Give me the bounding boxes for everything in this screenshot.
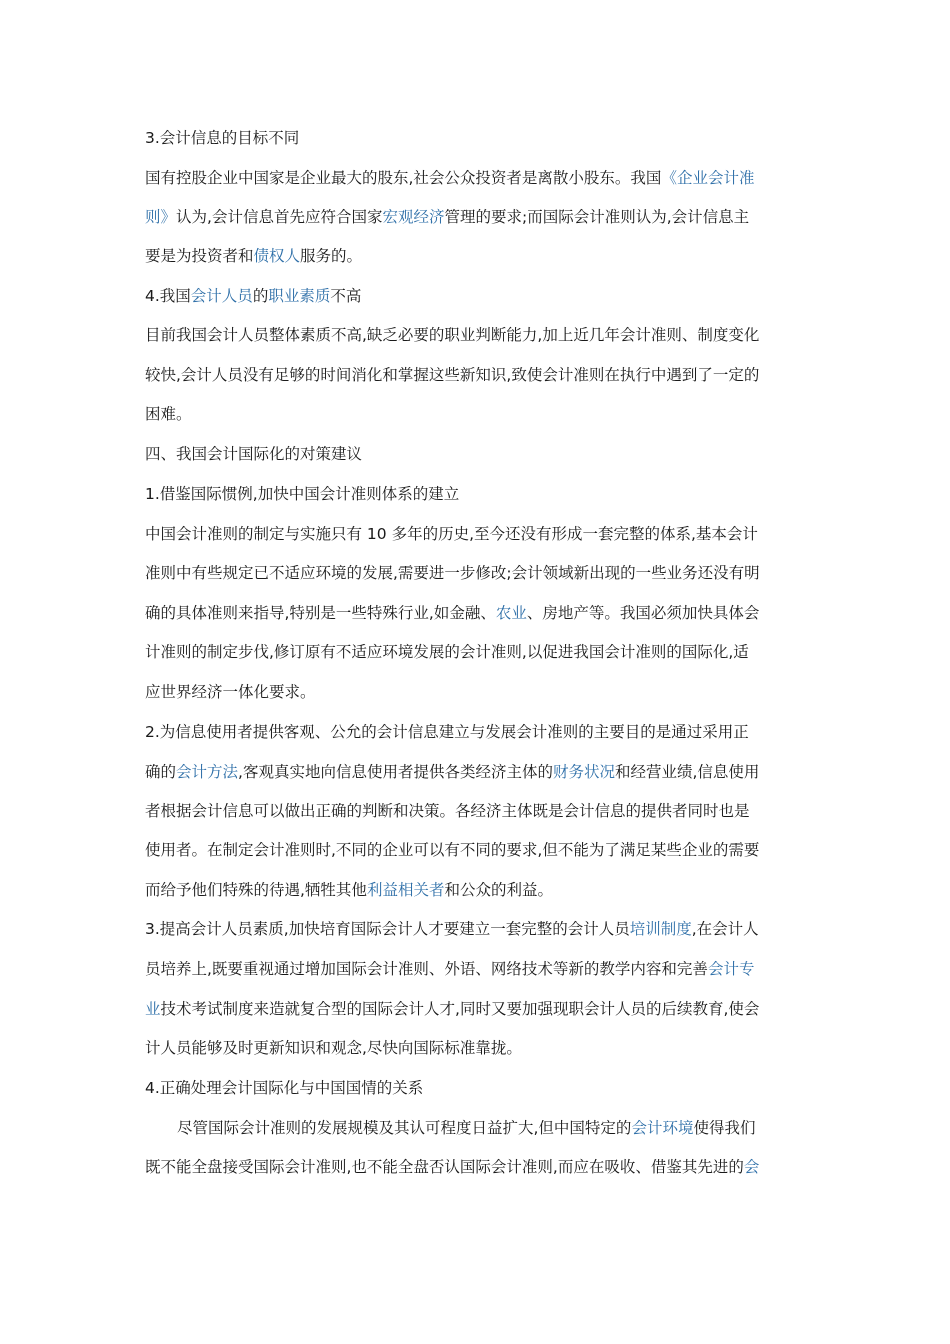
text-line: [145, 325, 810, 345]
text-line: [145, 762, 810, 782]
text-segment: 4.我国: [145, 287, 191, 305]
hyperlink[interactable]: 会计方法: [176, 763, 239, 781]
text-line: [145, 128, 810, 148]
text-line: [145, 286, 810, 306]
text-segment: 不高: [330, 287, 362, 305]
text-segment: 3.会计信息的目标不同: [145, 129, 300, 147]
hyperlink[interactable]: 会计人员: [190, 287, 253, 305]
text-segment: 使得我们: [693, 1119, 756, 1137]
text-segment: 和公众的利益。: [444, 881, 553, 899]
text-line: [145, 722, 810, 742]
text-segment: 国有控股企业中国家是企业最大的股东,社会公众投资者是离散小股东。我国: [145, 169, 662, 187]
text-segment: ,在会计人: [691, 920, 759, 938]
text-line: [145, 642, 810, 662]
text-segment: 和经营业绩,信息使用: [614, 763, 760, 781]
text-line: [145, 563, 810, 583]
text-segment: 确的: [145, 763, 177, 781]
hyperlink[interactable]: 职业素质: [268, 287, 331, 305]
text-line: [145, 524, 810, 544]
text-line: [145, 603, 810, 623]
text-segment: 尽管国际会计准则的发展规模及其认可程度日益扩大,但中国特定的: [177, 1119, 632, 1137]
text-segment: 既不能全盘接受国际会计准则,也不能全盘否认国际会计准则,而应在吸收、借鉴其先进的: [145, 1158, 744, 1176]
text-segment: 1.借鉴国际惯例,加快中国会计准则体系的建立: [145, 485, 460, 503]
text-line: [145, 484, 810, 504]
text-segment: ,客观真实地向信息使用者提供各类经济主体的: [238, 763, 553, 781]
hyperlink[interactable]: 会: [743, 1158, 760, 1176]
text-line: [145, 444, 810, 464]
text-segment: 计人员能够及时更新知识和观念,尽快向国际标准靠拢。: [145, 1039, 522, 1057]
text-segment: 准则中有些规定已不适应环境的发展,需要进一步修改;会计领域新出现的一些业务还没有明: [145, 564, 760, 582]
text-line: [145, 1157, 810, 1177]
hyperlink[interactable]: 《企业会计准: [661, 169, 755, 187]
hyperlink[interactable]: 利益相关者: [366, 881, 445, 899]
text-segment: 确的具体准则来指导,特别是一些特殊行业,如金融、: [145, 604, 496, 622]
text-segment: 技术考试制度来造就复合型的国际会计人才,同时又要加强现职会计人员的后续教育,使会: [160, 1000, 760, 1018]
text-segment: 应世界经济一体化要求。: [145, 683, 316, 701]
text-segment: 管理的要求;而国际会计准则认为,会计信息主: [444, 208, 750, 226]
text-segment: 、房地产等。我国必须加快具体会: [526, 604, 760, 622]
text-segment: 四、我国会计国际化的对策建议: [145, 445, 363, 463]
hyperlink[interactable]: 业: [145, 1000, 161, 1018]
text-segment: 3.提高会计人员素质,加快培育国际会计人才要建立一套完整的会计人员: [145, 920, 630, 938]
text-line: [145, 682, 810, 702]
text-segment: 认为,会计信息首先应符合国家: [176, 208, 383, 226]
text-line: [145, 999, 810, 1019]
text-segment: 4.正确处理会计国际化与中国国情的关系: [145, 1079, 424, 1097]
hyperlink[interactable]: 会计专: [707, 960, 755, 978]
text-line: [145, 1038, 810, 1058]
text-segment: 要是为投资者和: [145, 247, 254, 265]
text-line: [145, 168, 810, 188]
text-segment: 中国会计准则的制定与实施只有 10 多年的历史,至今还没有形成一套完整的体系,基本会计: [145, 525, 758, 543]
text-segment: 目前我国会计人员整体素质不高,缺乏必要的职业判断能力,加上近几年会计准则、制度变化: [145, 326, 760, 344]
text-line: [145, 880, 810, 900]
text-segment: 而给予他们特殊的待遇,牺牲其他: [145, 881, 367, 899]
text-segment: 困难。: [145, 405, 192, 423]
text-line: [177, 1118, 810, 1138]
text-segment: 的: [252, 287, 269, 305]
text-line: [145, 365, 810, 385]
text-line: [145, 1078, 810, 1098]
hyperlink[interactable]: 农业: [495, 604, 527, 622]
text-line: [145, 919, 810, 939]
hyperlink[interactable]: 培训制度: [629, 920, 692, 938]
text-segment: 较快,会计人员没有足够的时间消化和掌握这些新知识,致使会计准则在执行中遇到了一定的: [145, 366, 760, 384]
hyperlink[interactable]: 宏观经济: [382, 208, 445, 226]
text-segment: 服务的。: [300, 247, 363, 265]
text-line: [145, 959, 810, 979]
text-line: [145, 207, 810, 227]
text-segment: 员培养上,既要重视通过增加国际会计准则、外语、网络技术等新的教学内容和完善: [145, 960, 708, 978]
text-segment: 计准则的制定步伐,修订原有不适应环境发展的会计准则,以促进我国会计准则的国际化,适: [145, 643, 749, 661]
text-segment: 2.为信息使用者提供客观、公允的会计信息建立与发展会计准则的主要目的是通过采用正: [145, 723, 749, 741]
text-line: [145, 840, 810, 860]
text-segment: 者根据会计信息可以做出正确的判断和决策。各经济主体既是会计信息的提供者同时也是: [145, 802, 750, 820]
text-line: [145, 246, 810, 266]
hyperlink[interactable]: 财务状况: [552, 763, 615, 781]
text-segment: 使用者。在制定会计准则时,不同的企业可以有不同的要求,但不能为了满足某些企业的需要: [145, 841, 760, 859]
hyperlink[interactable]: 债权人: [253, 247, 301, 265]
text-line: [145, 404, 810, 424]
hyperlink[interactable]: 会计环境: [631, 1119, 694, 1137]
hyperlink[interactable]: 则》: [145, 208, 177, 226]
text-line: [145, 801, 810, 821]
